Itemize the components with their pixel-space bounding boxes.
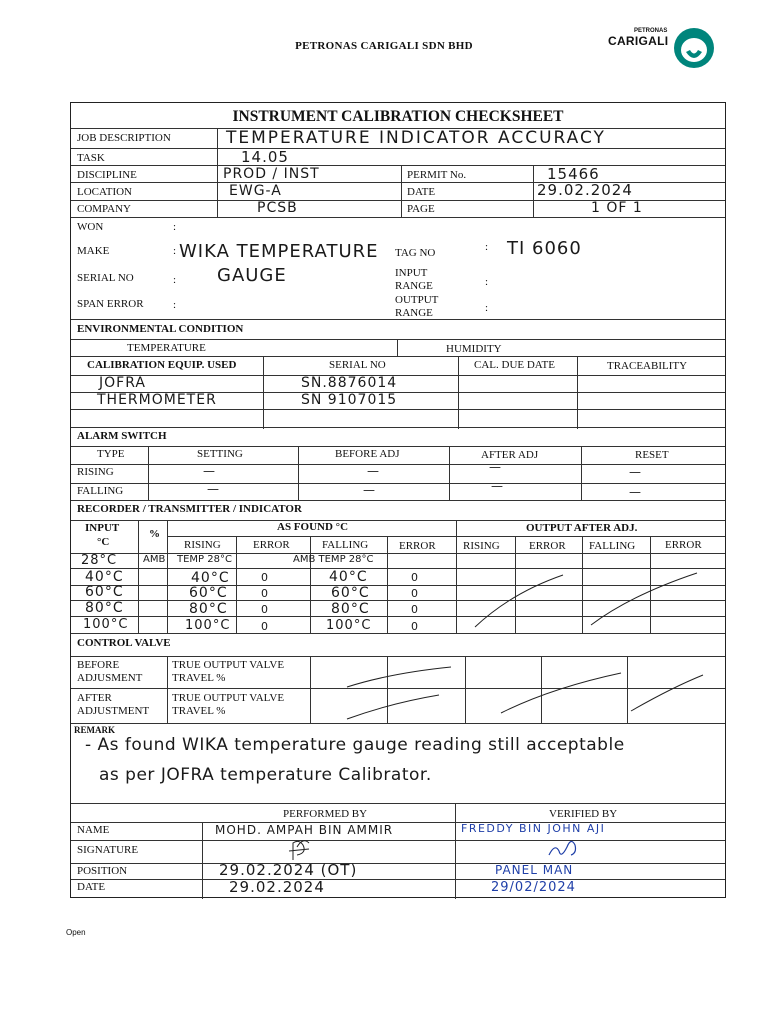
performed-date: 29.02.2024: [229, 878, 325, 896]
verified-by-header: VERIFIED BY: [549, 808, 618, 820]
recorder-heading: RECORDER / TRANSMITTER / INDICATOR: [77, 503, 302, 515]
verified-date: 29/02/2024: [491, 880, 576, 895]
output-range-colon: :: [485, 302, 489, 314]
discipline-value: PROD / INST: [223, 166, 320, 182]
input-row-4: 80°C: [85, 600, 124, 616]
valve-after-strike-1: [501, 673, 621, 713]
alarm-falling-after: —: [491, 479, 504, 493]
make-value-line1: WIKA TEMPERATURE: [179, 241, 379, 262]
falling-row-5: 100°C: [326, 618, 372, 633]
sub-header-falling-1: FALLING: [322, 539, 369, 551]
recorder-strike-1: [475, 575, 563, 627]
valve-after-strike-3: [631, 675, 703, 711]
valve-after-strike-2: [347, 695, 439, 719]
petronas-logo: [604, 24, 724, 72]
location-value: EWG-A: [229, 183, 282, 199]
company-value: PCSB: [257, 200, 298, 216]
falling-row-4: 80°C: [331, 601, 370, 617]
rising-error-row-4: 0: [261, 603, 269, 616]
date-signoff-label: DATE: [77, 881, 106, 893]
rising-error-row-3: 0: [261, 587, 269, 600]
falling-error-row-5: 0: [411, 620, 419, 633]
remark-line-1: - As found WIKA temperature gauge reading still acceptable: [85, 735, 625, 755]
input-row-2: 40°C: [85, 569, 124, 585]
alarm-rising-reset: —: [629, 465, 642, 479]
verified-signature: [549, 841, 576, 855]
percent-row-1: AMB: [143, 554, 166, 565]
make-value-line2: GAUGE: [217, 265, 287, 286]
input-range-colon: :: [485, 276, 489, 288]
permit-no-value: 15466: [547, 165, 600, 183]
alarm-type-header: TYPE: [97, 448, 125, 460]
handwritten-marks: [71, 103, 725, 899]
alarm-rising-before: —: [367, 464, 380, 478]
page-label: PAGE: [407, 203, 435, 215]
location-label: LOCATION: [77, 186, 132, 198]
cal-due-date-header: CAL. DUE DATE: [474, 359, 555, 371]
verified-name: FREDDY BIN JOHN AJI: [461, 822, 606, 835]
falling-error-row-4: 0: [411, 603, 419, 616]
input-range-label: INPUT RANGE: [395, 267, 433, 292]
tag-no-colon: :: [485, 241, 489, 253]
logo-big-text: CARIGALI: [608, 34, 669, 48]
input-unit-header: °C: [97, 536, 110, 548]
alarm-falling-label: FALLING: [77, 485, 124, 497]
job-description-label: JOB DESCRIPTION: [77, 132, 171, 144]
rising-error-row-2: 0: [261, 571, 269, 584]
signature-label: SIGNATURE: [77, 844, 139, 856]
won-colon: :: [173, 221, 177, 233]
rising-row-1: TEMP 28°C: [177, 554, 232, 565]
falling-error-row-3: 0: [411, 587, 419, 600]
span-error-colon: :: [173, 299, 177, 311]
sheet-title: INSTRUMENT CALIBRATION CHECKSHEET: [232, 108, 564, 125]
remark-line-2: as per JOFRA temperature Calibrator.: [99, 765, 432, 785]
rising-row-4: 80°C: [189, 601, 228, 617]
temperature-label: TEMPERATURE: [127, 342, 206, 354]
before-adjusment-label: BEFORE ADJUSMENT: [77, 659, 143, 684]
serial-row-1: SN.8876014: [301, 375, 398, 391]
valve-before-strike-1: [347, 667, 451, 687]
environmental-heading: ENVIRONMENTAL CONDITION: [77, 323, 244, 335]
sub-header-rising-2: RISING: [463, 540, 500, 552]
output-after-adj-header: OUTPUT AFTER ADJ.: [526, 522, 638, 534]
equipment-row-2: THERMOMETER: [97, 392, 217, 408]
date-value: 29.02.2024: [537, 181, 633, 199]
sub-header-error-1: ERROR: [253, 539, 290, 551]
humidity-label: HUMIDITY: [446, 343, 502, 355]
alarm-after-adj-header: AFTER ADJ: [481, 449, 539, 461]
alarm-falling-setting: —: [207, 482, 220, 496]
performed-name: MOHD. AMPAH BIN AMMIR: [215, 823, 394, 837]
logo-small-text: PETRONAS: [634, 28, 668, 34]
footer-label: Open: [66, 928, 86, 937]
rising-row-3: 60°C: [189, 585, 228, 601]
input-row-5: 100°C: [83, 617, 129, 632]
make-label: MAKE: [77, 245, 110, 257]
after-adjustment-label: AFTER ADJUSTMENT: [77, 692, 150, 717]
falling-row-3: 60°C: [331, 585, 370, 601]
control-valve-heading: CONTROL VALVE: [77, 637, 171, 649]
petronas-emblem-icon: [604, 24, 724, 72]
percent-header: %: [149, 528, 160, 540]
traceability-header: TRACEABILITY: [607, 360, 688, 372]
recorder-strike-2: [591, 573, 697, 625]
falling-row-1: AMB TEMP 28°C: [293, 554, 374, 565]
task-label: TASK: [77, 152, 105, 164]
tag-no-label: TAG NO: [395, 247, 436, 259]
alarm-falling-reset: —: [629, 485, 642, 499]
performed-signature: [289, 841, 309, 860]
falling-error-row-2: 0: [411, 571, 419, 584]
input-row-3: 60°C: [85, 584, 124, 600]
alarm-switch-heading: ALARM SWITCH: [77, 430, 167, 442]
serial-no-label: SERIAL NO: [77, 272, 134, 284]
sub-header-error-2: ERROR: [399, 540, 436, 552]
discipline-label: DISCIPLINE: [77, 169, 137, 181]
sub-header-falling-2: FALLING: [589, 540, 636, 552]
span-error-label: SPAN ERROR: [77, 298, 144, 310]
tag-no-value: TI 6060: [507, 238, 582, 259]
rising-error-row-5: 0: [261, 620, 269, 633]
before-true-output-label: TRUE OUTPUT VALVE TRAVEL %: [172, 659, 285, 684]
alarm-reset-header: RESET: [635, 449, 669, 461]
position-label: POSITION: [77, 865, 128, 877]
sub-header-error-3: ERROR: [529, 540, 566, 552]
as-found-header: AS FOUND °C: [277, 521, 349, 533]
remark-label: REMARK: [74, 725, 115, 735]
rising-row-5: 100°C: [185, 618, 231, 633]
performed-position: 29.02.2024 (OT): [219, 861, 358, 879]
rising-row-2: 40°C: [191, 570, 230, 586]
alarm-rising-after: —: [489, 460, 502, 474]
serial-no-header: SERIAL NO: [329, 359, 386, 371]
sub-header-rising-1: RISING: [184, 539, 221, 551]
task-value: 14.05: [241, 148, 289, 166]
permit-no-label: PERMIT No.: [407, 169, 467, 181]
name-label: NAME: [77, 824, 110, 836]
date-label: DATE: [407, 186, 436, 198]
alarm-before-adj-header: BEFORE ADJ: [335, 448, 400, 460]
job-description-value: TEMPERATURE INDICATOR ACCURACY: [226, 128, 606, 148]
sub-header-error-4: ERROR: [665, 539, 702, 551]
performed-by-header: PERFORMED BY: [283, 808, 368, 820]
verified-position: PANEL MAN: [495, 863, 574, 877]
company-name: PETRONAS CARIGALI SDN BHD: [295, 40, 473, 52]
cal-equip-header: CALIBRATION EQUIP. USED: [87, 359, 237, 371]
input-row-1: 28°C: [81, 553, 118, 568]
alarm-falling-before: —: [363, 483, 376, 497]
make-colon: :: [173, 245, 177, 257]
serial-no-colon: :: [173, 274, 177, 286]
alarm-rising-setting: —: [203, 464, 216, 478]
falling-row-2: 40°C: [329, 569, 368, 585]
alarm-rising-label: RISING: [77, 466, 114, 478]
company-label: COMPANY: [77, 203, 132, 215]
input-header: INPUT: [85, 522, 120, 534]
output-range-label: OUTPUT RANGE: [395, 294, 439, 319]
alarm-setting-header: SETTING: [197, 448, 243, 460]
calibration-checksheet: [70, 102, 726, 898]
equipment-row-1: JOFRA: [99, 375, 146, 391]
page-value: 1 OF 1: [591, 200, 643, 216]
won-label: WON: [77, 221, 104, 233]
after-true-output-label: TRUE OUTPUT VALVE TRAVEL %: [172, 692, 285, 717]
serial-row-2: SN 9107015: [301, 392, 398, 408]
